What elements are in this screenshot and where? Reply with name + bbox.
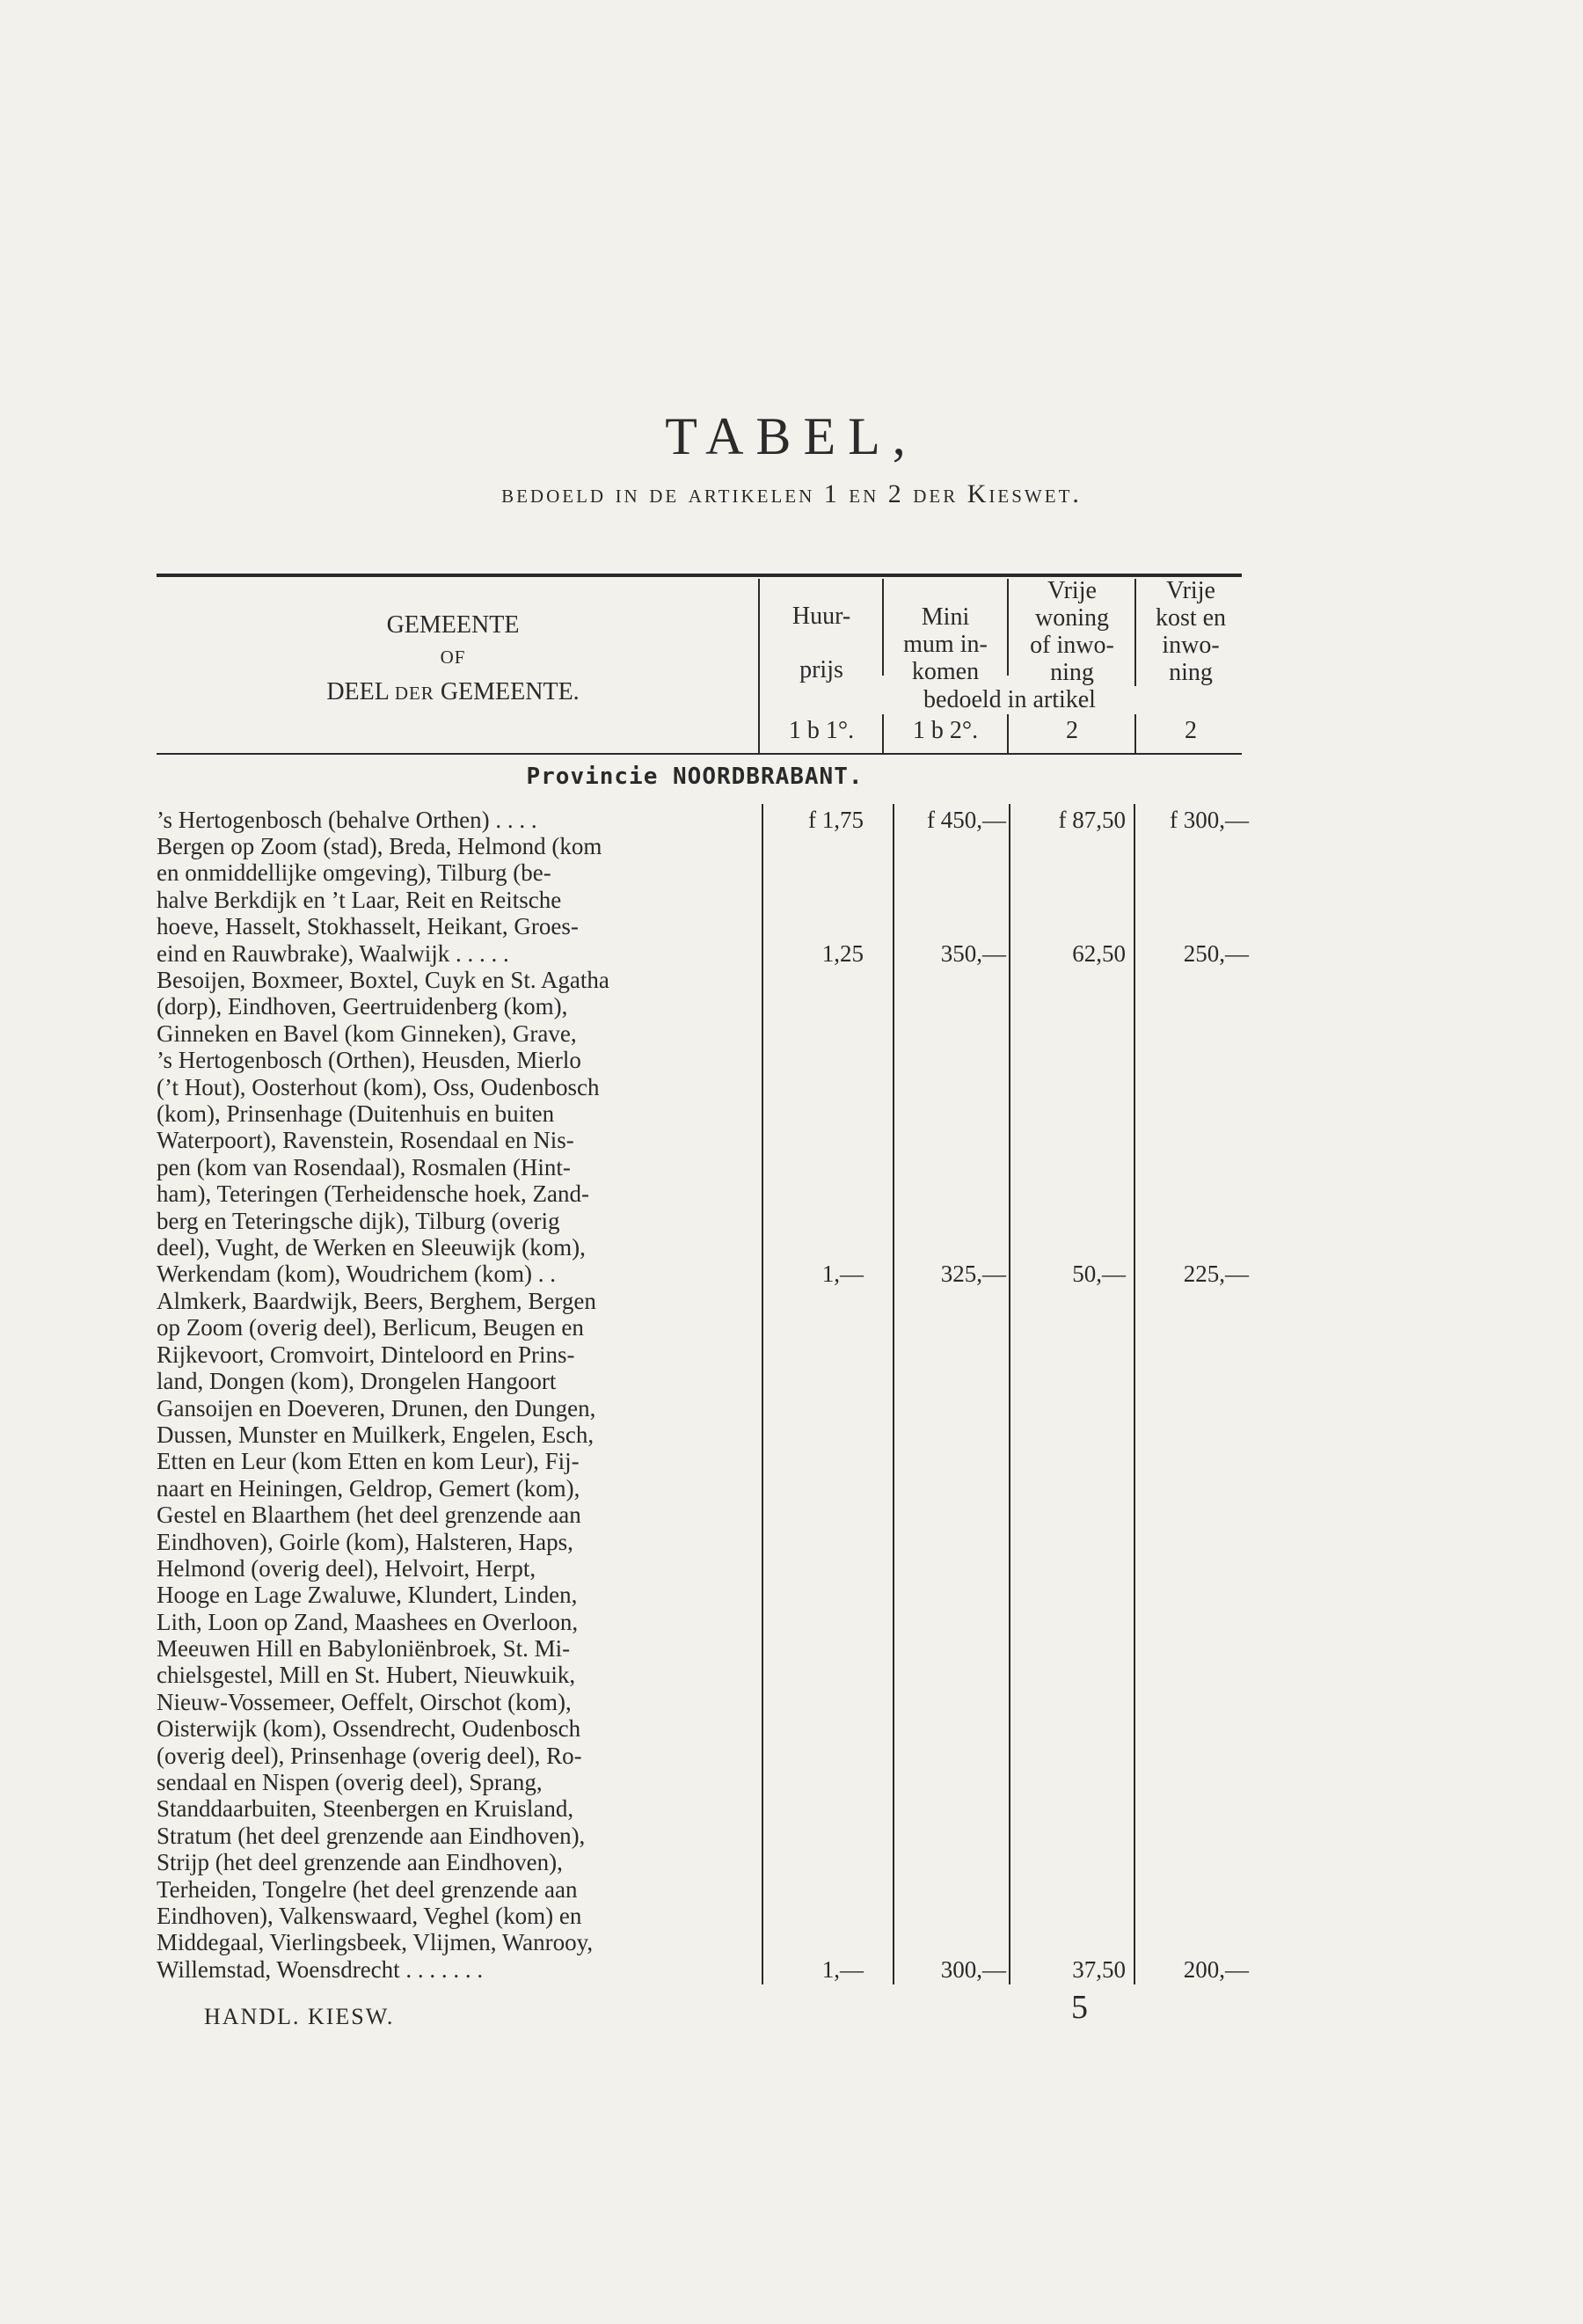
body-divider-1 — [762, 804, 763, 1984]
value-cell: 350,— — [940, 939, 1006, 967]
gemeente-line3 — [255, 678, 651, 707]
col3-line3: of inwo- — [1030, 632, 1114, 659]
value-cell: f 450,— — [927, 807, 1006, 833]
header-divider-1 — [758, 579, 760, 753]
body-divider-4 — [1134, 804, 1135, 1984]
col1-line1: Huur- — [792, 603, 851, 630]
entry-line: sendaal en Nispen (overig deel), Sprang, — [157, 1769, 543, 1796]
body-divider-2 — [893, 804, 894, 1984]
table-row — [157, 1288, 755, 1983]
col1-header — [762, 603, 881, 683]
value-cell: 37,50 — [1072, 1956, 1126, 1983]
col4-line1: Vrije — [1166, 577, 1215, 604]
value-cell: 250,— — [1183, 939, 1249, 967]
col3-line2: woning — [1035, 604, 1109, 632]
entry-line: en onmiddellijke omgeving), Tilburg (be- — [157, 859, 551, 887]
col3-header — [1010, 577, 1134, 686]
value-cell: f 1,75 — [808, 807, 864, 833]
gemeente-line3c: GEMEENTE. — [440, 678, 580, 705]
value-cell: f 300,— — [1170, 807, 1249, 833]
table-row — [157, 833, 755, 967]
entry-line: ’s Hertogenbosch (Orthen), Heusden, Mierlo — [157, 1047, 581, 1074]
entry-line: Besoijen, Boxmeer, Boxtel, Cuyk en St. Agatha — [157, 967, 609, 993]
entry-line: Middegaal, Vierlingsbeek, Vlijmen, Wanrooy, — [157, 1929, 594, 1956]
table-row — [157, 807, 755, 833]
col2-header — [885, 603, 1006, 685]
entry-line: ’s Hertogenbosch (behalve Orthen) . . . . — [157, 807, 537, 833]
entry-line: op Zoom (overig deel), Berlicum, Beugen en — [157, 1314, 584, 1341]
entry-line: berg en Teteringsche dijk), Tilburg (overig — [157, 1207, 560, 1234]
entry-line: Standdaarbuiten, Steenbergen en Kruisland, — [157, 1795, 574, 1823]
value-cell: 50,— — [1072, 1261, 1126, 1288]
entry-line: Hooge en Lage Zwaluwe, Klundert, Linden, — [157, 1582, 578, 1609]
col2-line2: mum in- — [903, 631, 988, 658]
gemeente-line1: GEMEENTE — [386, 611, 520, 639]
body-divider-3 — [1009, 804, 1010, 1984]
header-divider-3 — [1007, 579, 1009, 676]
value-cell: 1,— — [821, 1956, 864, 1983]
entry-line: chielsgestel, Mill en St. Hubert, Nieuwkuik, — [157, 1662, 576, 1689]
value-cell: 300,— — [940, 1956, 1006, 1983]
entry-line: land, Dongen (kom), Drongelen Hangoort — [157, 1368, 557, 1395]
value-cell: 325,— — [940, 1261, 1006, 1288]
gemeente-line3a: DEEL — [326, 678, 389, 705]
entry-line: Gansoijen en Doeveren, Drunen, den Dungen, — [157, 1394, 596, 1421]
entry-line: hoeve, Hasselt, Stokhasselt, Heikant, Groes- — [157, 913, 579, 940]
entry-line: Ginneken en Bavel (kom Ginneken), Grave, — [157, 1019, 577, 1047]
gemeente-header — [255, 611, 651, 707]
colnum-3: 2 — [1066, 717, 1078, 744]
colnum-4: 2 — [1185, 717, 1197, 744]
colnum-2: 1 b 2°. — [912, 717, 979, 744]
col4-line2: kost en — [1155, 604, 1227, 632]
entry-line: Lith, Loon op Zand, Maashees en Overloon, — [157, 1608, 579, 1635]
col2-line1: Mini — [921, 603, 970, 631]
gemeente-line2: OF — [440, 647, 466, 668]
entry-line: Eindhoven), Valkenswaard, Veghel (kom) en — [157, 1902, 582, 1929]
header-bottom-rule — [157, 753, 1242, 755]
header-divider-2 — [882, 579, 884, 676]
entry-line: Strijp (het deel grenzende aan Eindhoven), — [157, 1849, 563, 1876]
col2-line3: komen — [911, 658, 980, 685]
value-cell: 200,— — [1183, 1956, 1249, 1983]
entry-line: Bergen op Zoom (stad), Breda, Helmond (kom — [157, 833, 602, 859]
entry-line: (’t Hout), Oosterhout (kom), Oss, Oudenbosch — [157, 1073, 600, 1100]
entry-line: pen (kom van Rosendaal), Rosmalen (Hint- — [157, 1153, 571, 1180]
col4-line3: inwo- — [1162, 632, 1220, 659]
page-subtitle: bedoeld in de artikelen 1 en 2 der Kieswet. — [501, 479, 1082, 508]
value-cell: 1,— — [821, 1261, 864, 1288]
value-cell: 62,50 — [1072, 939, 1126, 967]
col3-line4: ning — [1050, 659, 1094, 686]
entry-line: Helmond (overig deel), Helvoirt, Herpt, — [157, 1554, 536, 1582]
header-divider-3b — [1007, 714, 1009, 753]
entry-line: Werkendam (kom), Woudrichem (kom) . . — [157, 1261, 557, 1288]
entry-line: (kom), Prinsenhage (Duitenhuis en buiten — [157, 1100, 555, 1127]
entry-line: Willemstad, Woensdrecht . . . . . . . — [157, 1955, 484, 1983]
entry-line: Terheiden, Tongelre (het deel grenzende aan — [157, 1875, 578, 1903]
value-cell: 1,25 — [821, 939, 864, 967]
entry-line: Rijkevoort, Cromvoirt, Dinteloord en Prins- — [157, 1341, 575, 1368]
entry-line: (overig deel), Prinsenhage (overig deel), Ro- — [157, 1742, 582, 1769]
entry-line: Dussen, Munster en Muilkerk, Engelen, Esch, — [157, 1421, 595, 1448]
col4-header — [1136, 577, 1245, 686]
page-title: TABEL, — [665, 407, 918, 465]
entry-line: deel), Vught, de Werken en Sleeuwijk (kom), — [157, 1233, 586, 1261]
value-cell: 225,— — [1183, 1261, 1249, 1288]
bedoeld-in-artikel: bedoeld in artikel — [923, 686, 1096, 713]
entry-line: Oisterwijk (kom), Ossendrecht, Oudenbosch — [157, 1715, 581, 1743]
entry-line: Meeuwen Hill en Babyloniënbroek, St. Mi- — [157, 1635, 571, 1663]
entry-line: Waterpoort), Ravenstein, Rosendaal en Nis- — [157, 1127, 574, 1154]
gemeente-line3b: DER — [394, 683, 434, 704]
col3-line1: Vrije — [1047, 577, 1097, 604]
header-divider-2b — [882, 714, 884, 753]
page-number: 5 — [1071, 1989, 1088, 2026]
province-heading: Provincie NOORDBRABANT. — [526, 764, 864, 790]
col4-line4: ning — [1169, 659, 1213, 686]
entry-line: Almkerk, Baardwijk, Beers, Berghem, Bergen — [157, 1288, 596, 1314]
value-cell: f 87,50 — [1058, 807, 1126, 833]
entry-line: ham), Teteringen (Terheidensche hoek, Zand- — [157, 1180, 590, 1208]
entry-line: Gestel en Blaarthem (het deel grenzende aan — [157, 1502, 581, 1529]
entry-line: Stratum (het deel grenzende aan Eindhoven), — [157, 1822, 586, 1849]
entry-line: (dorp), Eindhoven, Geertruidenberg (kom), — [157, 993, 568, 1020]
entry-line: Nieuw-Vossemeer, Oeffelt, Oirschot (kom), — [157, 1688, 572, 1715]
entry-line: Eindhoven), Goirle (kom), Halsteren, Haps, — [157, 1528, 573, 1555]
col1-line2: prijs — [799, 656, 843, 683]
colnum-1: 1 b 1°. — [788, 717, 855, 744]
footer-text: HANDL. KIESW. — [204, 2004, 395, 2029]
entry-line: eind en Rauwbrake), Waalwijk . . . . . — [157, 939, 509, 967]
entry-line: naart en Heiningen, Geldrop, Gemert (kom), — [157, 1474, 580, 1502]
table-row — [157, 967, 755, 1288]
entry-line: Etten en Leur (kom Etten en kom Leur), Fij- — [157, 1448, 580, 1475]
entry-line: halve Berkdijk en ’t Laar, Reit en Reitsche — [157, 886, 562, 913]
